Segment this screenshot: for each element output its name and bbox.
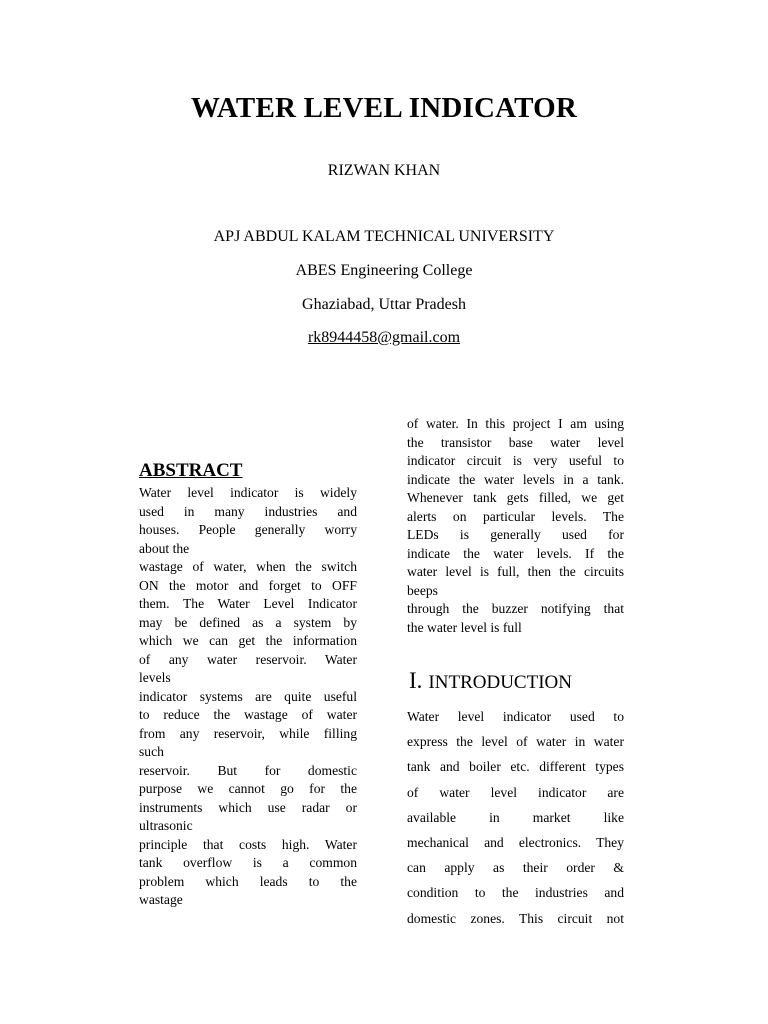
text-line: which we can get the information xyxy=(139,633,357,648)
text-line: can apply as their order & xyxy=(407,860,624,876)
text-line: may be defined as a system by xyxy=(139,614,357,630)
abstract-continuation xyxy=(407,415,624,637)
text-line: wastage xyxy=(139,892,183,907)
abstract-section xyxy=(139,460,357,910)
college-name: ABES Engineering College xyxy=(295,262,473,279)
text-line: LEDs is generally used for xyxy=(407,527,624,542)
text-line: purpose we cannot go for the xyxy=(139,781,357,796)
text-line: express the level of water in water xyxy=(407,734,624,750)
text-line: principle that costs high. Water xyxy=(139,836,357,852)
paper-title: WATER LEVEL INDICATOR xyxy=(190,92,578,124)
text-line: through the buzzer notifying that xyxy=(407,601,624,616)
text-line: used in many industries and xyxy=(139,503,357,519)
author-name: RIZWAN KHAN xyxy=(327,162,441,179)
text-line: ON the motor and forget to OFF xyxy=(139,577,357,593)
introduction-body xyxy=(407,704,624,931)
section-title: INTRODUCTION xyxy=(428,672,572,693)
text-line: indicate the water levels in a tank. xyxy=(407,471,624,487)
text-line: about the xyxy=(139,540,190,556)
text-line: of water level indicator are xyxy=(407,784,624,800)
text-line: to reduce the wastage of water xyxy=(139,707,357,722)
abstract-continuation-body xyxy=(407,415,624,637)
text-line: ultrasonic xyxy=(139,818,193,833)
text-line: problem which leads to the xyxy=(139,873,357,889)
introduction-heading xyxy=(409,668,572,696)
abstract-body xyxy=(139,484,357,910)
university-name: APJ ABDUL KALAM TECHNICAL UNIVERSITY xyxy=(213,228,555,245)
introduction-lines xyxy=(407,704,624,931)
text-line: domestic zones. This circuit not xyxy=(407,910,624,926)
text-line: indicator systems are quite useful xyxy=(139,688,357,704)
text-line: reservoir. But for domestic xyxy=(139,762,357,778)
text-line: mechanical and electronics. They xyxy=(407,834,624,850)
text-line: such xyxy=(139,744,164,759)
text-line: Water level indicator used to xyxy=(407,709,624,724)
text-line: condition to the industries and xyxy=(407,885,624,901)
section-number: I. xyxy=(409,668,423,693)
text-line: tank overflow is a common xyxy=(139,855,357,870)
abstract-heading: ABSTRACT xyxy=(139,460,243,481)
text-line: wastage of water, when the switch xyxy=(139,559,357,574)
text-line: them. The Water Level Indicator xyxy=(139,596,357,611)
text-line: from any reservoir, while filling xyxy=(139,725,357,741)
location: Ghaziabad, Uttar Pradesh xyxy=(302,296,466,313)
text-line: indicator circuit is very useful to xyxy=(407,453,624,468)
text-line: beeps xyxy=(407,582,438,598)
text-line: levels xyxy=(139,670,171,685)
text-line: houses. People generally worry xyxy=(139,522,357,537)
text-line: available in market like xyxy=(407,809,624,825)
text-line: of any water reservoir. Water xyxy=(139,651,357,667)
email-line xyxy=(0,328,768,348)
text-line: indicate the water levels. If the xyxy=(407,545,624,561)
text-line: water level is full, then the circuits xyxy=(407,564,624,579)
text-line: Water level indicator is widely xyxy=(139,485,357,500)
text-line: the transistor base water level xyxy=(407,434,624,450)
text-line: the water level is full xyxy=(407,619,522,635)
text-line: of water. In this project I am using xyxy=(407,416,624,431)
text-line: Whenever tank gets filled, we get xyxy=(407,490,624,505)
text-line: instruments which use radar or xyxy=(139,799,357,815)
author-email-link[interactable]: rk8944458@gmail.com xyxy=(307,329,461,346)
text-line: tank and boiler etc. different types xyxy=(407,759,624,775)
text-line: alerts on particular levels. The xyxy=(407,508,624,524)
